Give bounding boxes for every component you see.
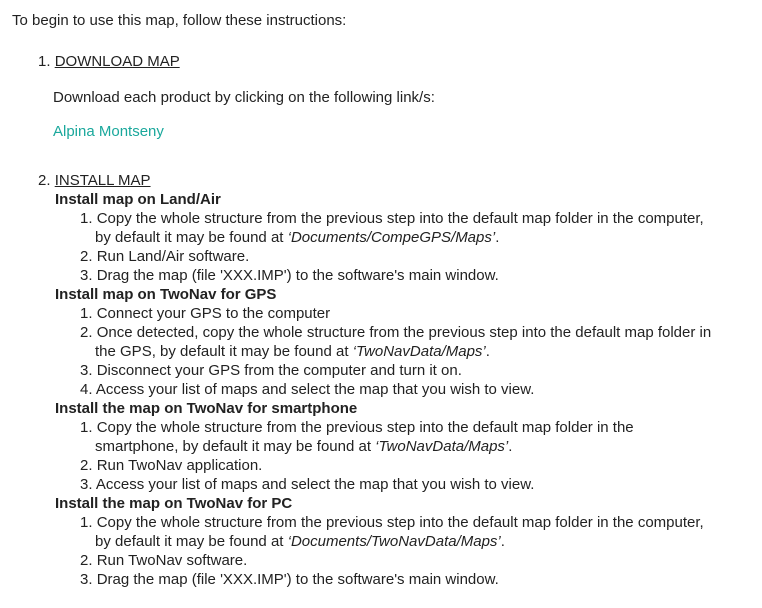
item-text: . xyxy=(485,343,490,360)
item-text: . xyxy=(495,229,500,246)
item-text: Copy the whole structure from the previous step into the default map folder in the computer, xyxy=(96,514,704,531)
item-text: Disconnect your GPS from the computer and turn it on. xyxy=(96,362,462,379)
folder-path: ‘Documents/TwoNavData/Maps’ xyxy=(287,533,501,550)
list-item xyxy=(80,551,247,570)
download-link-alpina-montseny[interactable]: Alpina Montseny xyxy=(53,123,164,140)
list-item xyxy=(80,456,262,475)
list-item-continuation xyxy=(95,342,490,361)
item-number: 1. xyxy=(80,305,93,322)
item-text: . xyxy=(500,533,505,550)
item-number: 3. xyxy=(80,267,93,284)
item-text: Connect your GPS to the computer xyxy=(96,305,331,322)
list-item-continuation xyxy=(95,437,512,456)
item-text: . xyxy=(508,438,513,455)
section-title-land-air: Install map on Land/Air xyxy=(55,191,221,208)
section-title-twonav-gps: Install map on TwoNav for GPS xyxy=(55,286,277,303)
step-2-number: 2. xyxy=(38,172,51,189)
item-number: 1. xyxy=(80,514,93,531)
item-number: 2. xyxy=(80,248,93,265)
item-number: 2. xyxy=(80,552,93,569)
list-item xyxy=(80,266,499,285)
item-text: Once detected, copy the whole structure from the previous step into the default map folder in xyxy=(96,324,712,341)
step-1-number: 1. xyxy=(38,53,51,70)
item-number: 3. xyxy=(80,362,93,379)
list-item xyxy=(80,209,704,228)
step-1-text: Download each product by clicking on the following link/s: xyxy=(53,89,435,106)
step-2-heading xyxy=(38,171,151,190)
item-number: 3. xyxy=(80,571,93,588)
section-title-twonav-smartphone: Install the map on TwoNav for smartphone xyxy=(55,400,358,417)
list-item xyxy=(80,418,634,437)
item-text: Copy the whole structure from the previous step into the default map folder in the xyxy=(96,419,634,436)
item-text: the GPS, by default it may be found at xyxy=(95,343,353,360)
item-number: 4. xyxy=(80,381,93,398)
item-text: Drag the map (file 'XXX.IMP') to the software's main window. xyxy=(96,571,499,588)
item-text: smartphone, by default it may be found at xyxy=(95,438,376,455)
intro-text: To begin to use this map, follow these instructions: xyxy=(12,12,347,29)
folder-path: ‘TwoNavData/Maps’ xyxy=(375,438,509,455)
folder-path: ‘Documents/CompeGPS/Maps’ xyxy=(287,229,496,246)
item-text: Run TwoNav application. xyxy=(96,457,263,474)
list-item xyxy=(80,570,499,589)
item-number: 2. xyxy=(80,324,93,341)
item-number: 2. xyxy=(80,457,93,474)
folder-path: ‘TwoNavData/Maps’ xyxy=(352,343,486,360)
list-item xyxy=(80,247,249,266)
item-text: Access your list of maps and select the map that you wish to view. xyxy=(95,476,535,493)
list-item-continuation xyxy=(95,228,499,247)
item-text: Run Land/Air software. xyxy=(96,248,250,265)
list-item-continuation xyxy=(95,532,505,551)
section-title-twonav-pc: Install the map on TwoNav for PC xyxy=(55,495,293,512)
step-2-title: INSTALL MAP xyxy=(54,172,151,189)
item-text: by default it may be found at xyxy=(95,229,288,246)
list-item xyxy=(80,380,534,399)
item-number: 1. xyxy=(80,210,93,227)
item-text: Access your list of maps and select the map that you wish to view. xyxy=(95,381,535,398)
item-text: Copy the whole structure from the previous step into the default map folder in the computer, xyxy=(96,210,704,227)
item-number: 1. xyxy=(80,419,93,436)
item-text: by default it may be found at xyxy=(95,533,288,550)
list-item xyxy=(80,513,704,532)
list-item xyxy=(80,361,462,380)
item-text: Drag the map (file 'XXX.IMP') to the software's main window. xyxy=(96,267,499,284)
list-item xyxy=(80,304,330,323)
step-1-heading xyxy=(38,52,180,71)
list-item xyxy=(80,475,534,494)
item-text: Run TwoNav software. xyxy=(96,552,248,569)
list-item xyxy=(80,323,711,342)
item-number: 3. xyxy=(80,476,93,493)
step-1-title: DOWNLOAD MAP xyxy=(54,53,180,70)
